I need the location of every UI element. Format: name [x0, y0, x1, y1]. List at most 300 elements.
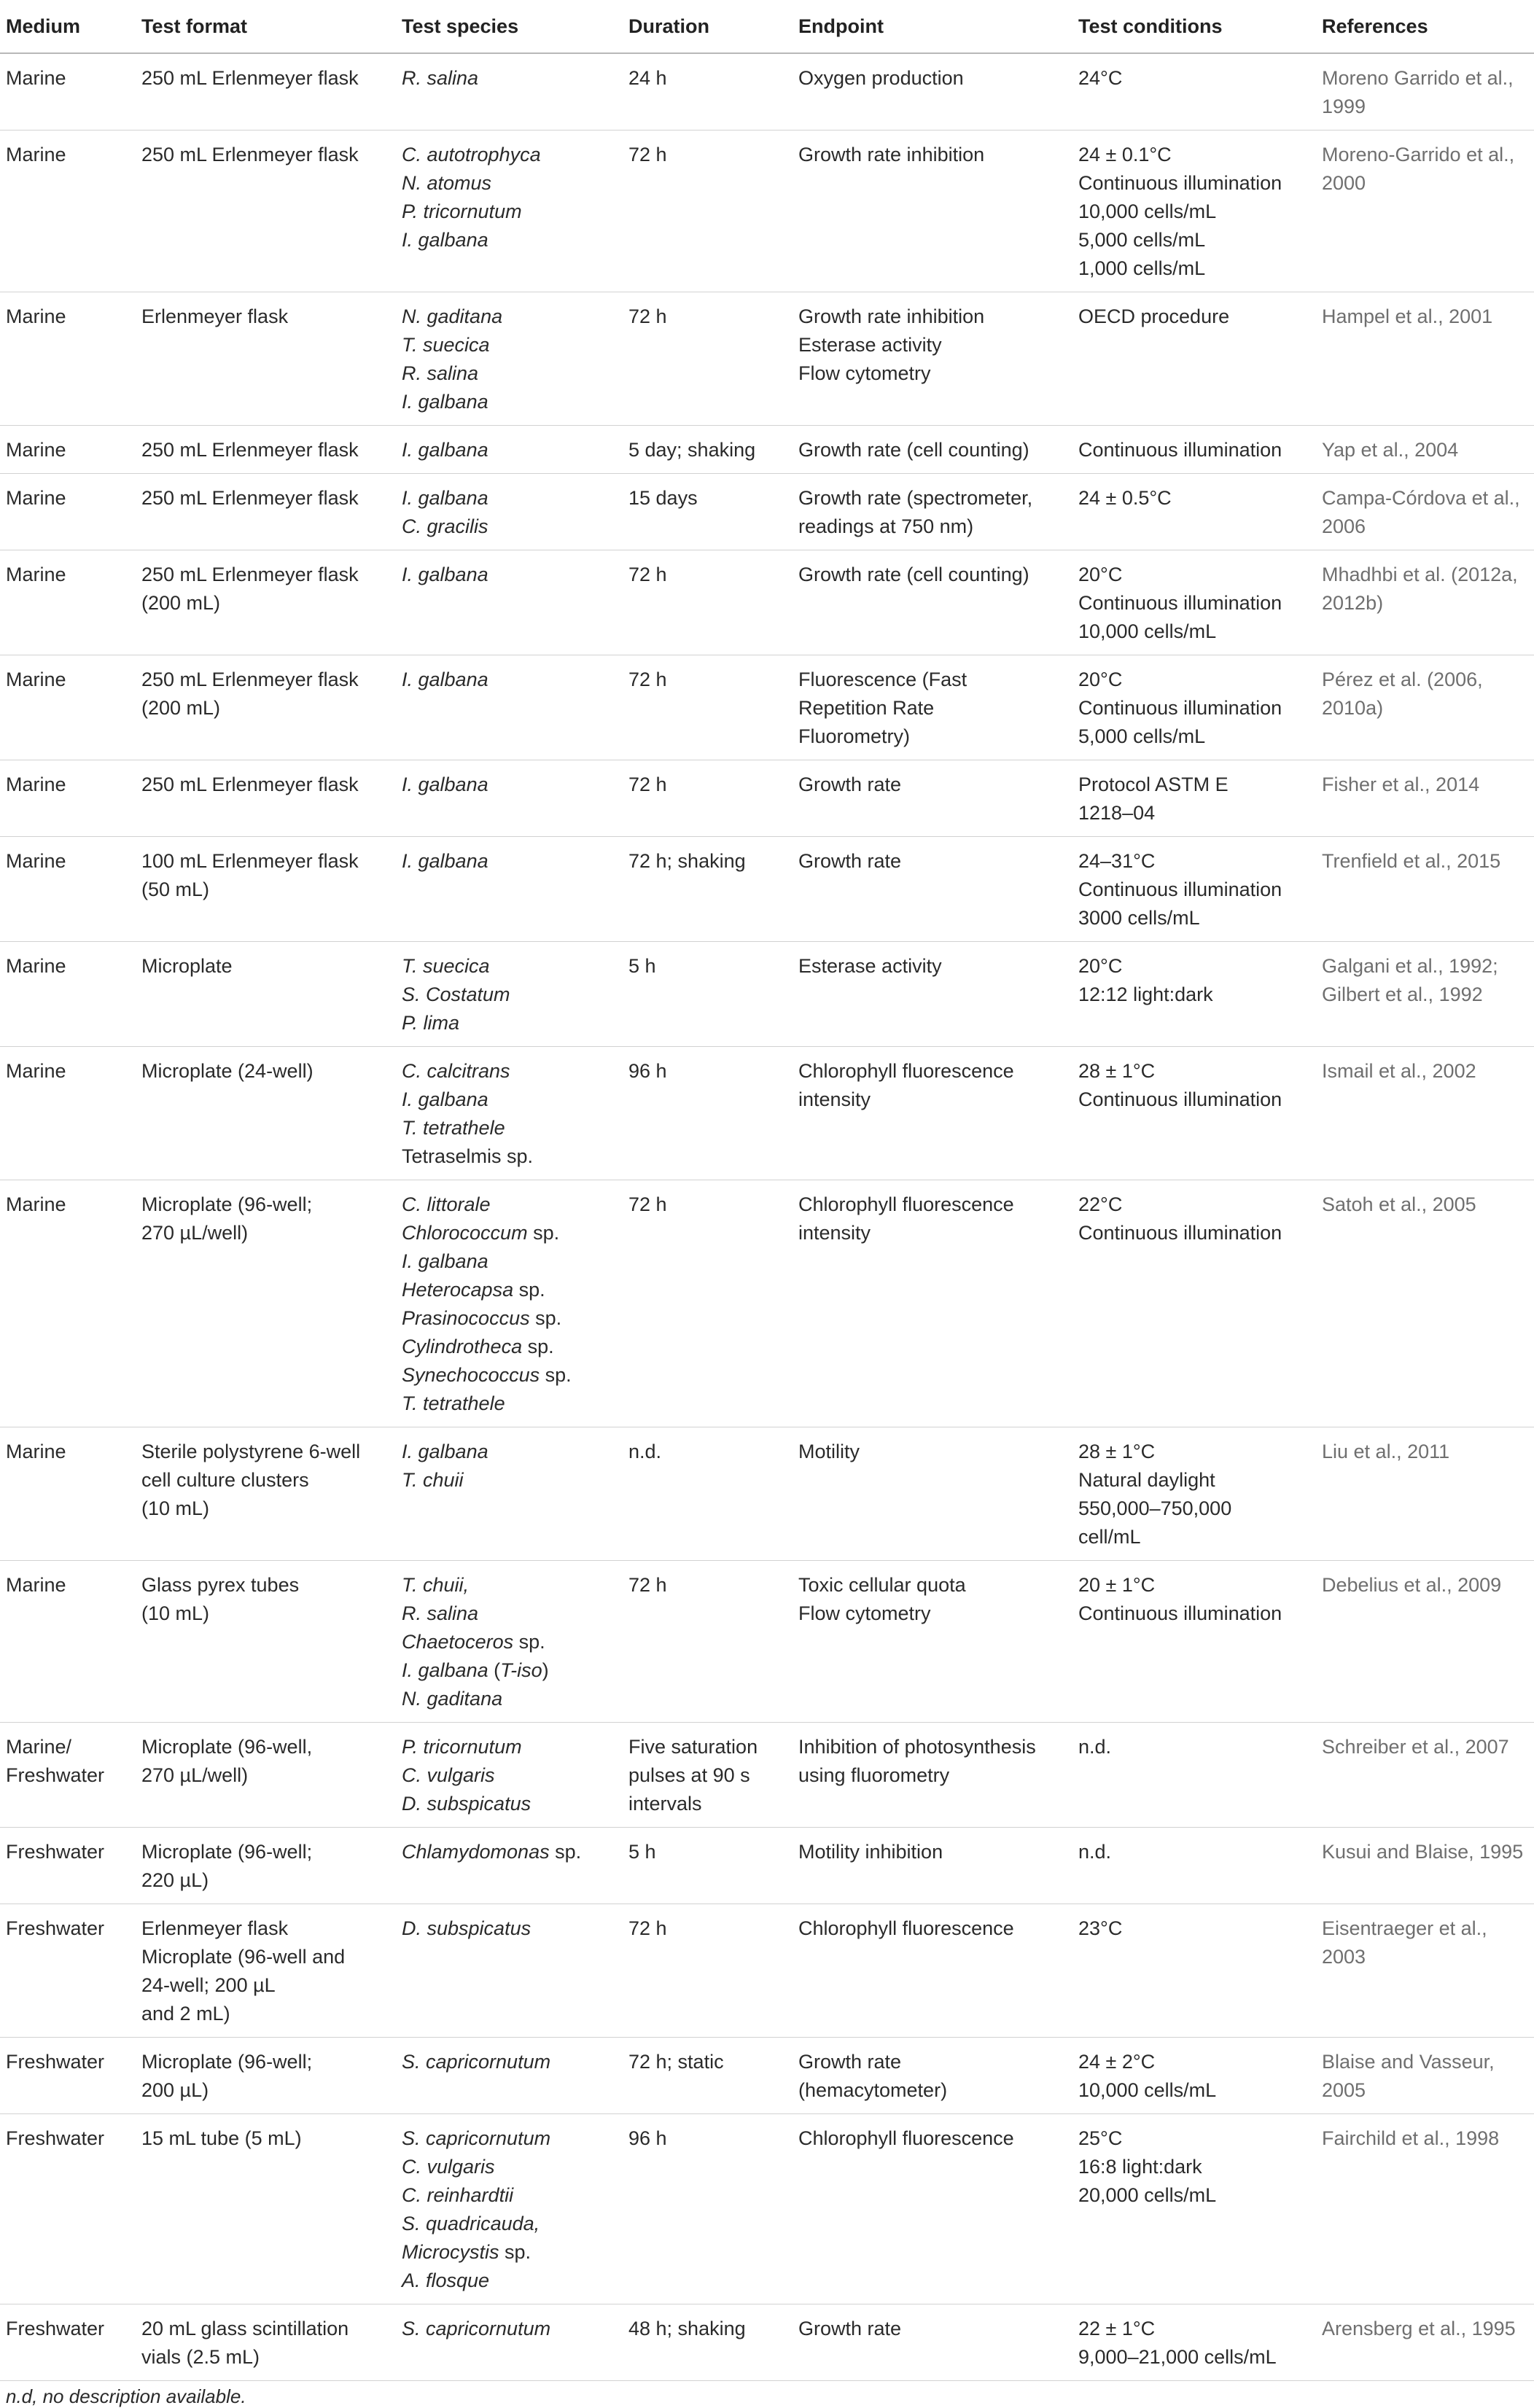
- cell-medium-line: Marine: [6, 487, 66, 509]
- cell-test-species-line: [402, 2124, 617, 2153]
- cell-test-species-line: [402, 331, 617, 359]
- cell-test-species-line: [402, 981, 617, 1009]
- cell-endpoint: [793, 942, 1072, 1047]
- cell-test-format: [136, 1047, 396, 1180]
- cell-test-species: [396, 942, 623, 1047]
- cell-test-species-line: [402, 1247, 617, 1276]
- cell-test-species-line: [402, 226, 617, 254]
- table-row: [0, 942, 1534, 1047]
- table-row: [0, 1427, 1534, 1561]
- cell-duration: [623, 2304, 793, 2381]
- cell-test-conditions-line: 10,000 cells/mL: [1078, 200, 1217, 222]
- cell-test-format-line: Sterile polystyrene 6-well: [141, 1441, 361, 1462]
- cell-endpoint-line: Chlorophyll fluorescence: [798, 2127, 1014, 2149]
- cell-references-line: 2010a): [1322, 697, 1384, 719]
- cell-duration: [623, 1723, 793, 1828]
- cell-test-species-line: [402, 2238, 617, 2267]
- cell-medium: [0, 2038, 136, 2114]
- cell-endpoint: [793, 53, 1072, 130]
- cell-test-conditions-line: Continuous illumination: [1078, 1222, 1282, 1244]
- cell-medium: [0, 1828, 136, 1904]
- table-row: [0, 760, 1534, 837]
- species-name-part: I. galbana: [402, 669, 488, 690]
- species-name-part: D. subspicatus: [402, 1917, 532, 1939]
- cell-test-species-line: [402, 1628, 617, 1656]
- cell-test-conditions-line: 24 ± 0.5°C: [1078, 487, 1172, 509]
- cell-medium-line: Marine: [6, 669, 66, 690]
- cell-endpoint-line: (hemacytometer): [798, 2079, 948, 2101]
- species-name-part: R. salina: [402, 67, 479, 89]
- cell-endpoint: [793, 1427, 1072, 1561]
- cell-duration-line: 72 h; shaking: [628, 850, 746, 872]
- cell-test-format: [136, 474, 396, 550]
- cell-endpoint: [793, 2304, 1072, 2381]
- cell-test-format-line: Erlenmeyer flask: [141, 305, 289, 327]
- cell-medium: [0, 474, 136, 550]
- cell-references: [1316, 426, 1534, 474]
- cell-endpoint-line: Growth rate (spectrometer,: [798, 487, 1033, 509]
- species-name-part: I. galbana: [402, 564, 488, 585]
- cell-test-conditions: [1072, 942, 1316, 1047]
- cell-references-line: Fisher et al., 2014: [1322, 774, 1480, 795]
- cell-test-conditions-line: Natural daylight: [1078, 1469, 1215, 1491]
- cell-duration: [623, 1047, 793, 1180]
- cell-test-conditions-line: 5,000 cells/mL: [1078, 725, 1206, 747]
- cell-endpoint: [793, 550, 1072, 655]
- cell-endpoint-line: Growth rate: [798, 2051, 902, 2073]
- cell-duration-line: 5 h: [628, 1841, 656, 1863]
- cell-duration-line: 15 days: [628, 487, 698, 509]
- cell-test-conditions: [1072, 1427, 1316, 1561]
- cell-test-species-line: [402, 1761, 617, 1790]
- cell-test-format: [136, 1723, 396, 1828]
- cell-test-format-line: Microplate (24-well): [141, 1060, 314, 1082]
- species-name-part: S. capricornutum: [402, 2318, 551, 2339]
- cell-medium-line: Marine: [6, 564, 66, 585]
- cell-test-species: [396, 130, 623, 292]
- cell-test-species-line: [402, 2153, 617, 2181]
- cell-references: [1316, 655, 1534, 760]
- cell-medium-line: Marine: [6, 774, 66, 795]
- cell-references-line: Campa-Córdova et al.,: [1322, 487, 1520, 509]
- cell-duration: [623, 550, 793, 655]
- species-name-part: C. littorale: [402, 1193, 491, 1215]
- cell-test-format: [136, 1904, 396, 2038]
- table-row: [0, 130, 1534, 292]
- cell-test-species-line: [402, 1838, 617, 1866]
- cell-references-line: Fairchild et al., 1998: [1322, 2127, 1500, 2149]
- cell-test-conditions-line: 24 ± 0.1°C: [1078, 144, 1172, 165]
- cell-test-conditions-line: Continuous illumination: [1078, 697, 1282, 719]
- species-name-part: C. vulgaris: [402, 2156, 495, 2178]
- cell-test-conditions-line: 1218–04: [1078, 802, 1156, 824]
- cell-duration-line: 72 h: [628, 144, 667, 165]
- cell-endpoint: [793, 1904, 1072, 2038]
- cell-medium-line: Marine: [6, 1060, 66, 1082]
- cell-test-species: [396, 655, 623, 760]
- cell-test-conditions: [1072, 1561, 1316, 1723]
- cell-test-format-line: Microplate (96-well;: [141, 1841, 313, 1863]
- cell-test-species: [396, 1180, 623, 1427]
- cell-test-species: [396, 1828, 623, 1904]
- cell-test-conditions: [1072, 837, 1316, 942]
- cell-references-line: Debelius et al., 2009: [1322, 1574, 1502, 1596]
- cell-test-species-line: [402, 1790, 617, 1818]
- cell-medium-line: Marine: [6, 1441, 66, 1462]
- species-name-part: sp.: [513, 1631, 545, 1653]
- species-name-part: T. tetrathele: [402, 1392, 505, 1414]
- species-name-part: I. galbana: [402, 1659, 488, 1681]
- species-name-part: P. tricornutum: [402, 200, 522, 222]
- species-name-part: S. capricornutum: [402, 2051, 551, 2073]
- species-name-part: S. Costatum: [402, 983, 510, 1005]
- cell-test-conditions-line: 3000 cells/mL: [1078, 907, 1200, 929]
- cell-test-conditions-line: n.d.: [1078, 1841, 1112, 1863]
- cell-references: [1316, 1904, 1534, 2038]
- table-row: [0, 655, 1534, 760]
- cell-test-format-line: Microplate: [141, 955, 233, 977]
- cell-test-conditions-line: 10,000 cells/mL: [1078, 2079, 1217, 2101]
- cell-test-species-line: [402, 2210, 617, 2238]
- species-name-part: sp.: [522, 1336, 554, 1357]
- species-name-part: C. gracilis: [402, 515, 488, 537]
- cell-test-conditions-line: 20°C: [1078, 669, 1123, 690]
- cell-medium: [0, 426, 136, 474]
- cell-test-conditions: [1072, 550, 1316, 655]
- species-name-part: T. chuii,: [402, 1574, 470, 1596]
- cell-test-conditions-line: 5,000 cells/mL: [1078, 229, 1206, 251]
- cell-test-format: [136, 942, 396, 1047]
- cell-test-format-line: 250 mL Erlenmeyer flask: [141, 144, 359, 165]
- cell-test-species-line: [402, 1390, 617, 1418]
- column-header-test-format: Test format: [136, 0, 396, 53]
- cell-test-format-line: (10 mL): [141, 1602, 210, 1624]
- cell-test-conditions-line: 9,000–21,000 cells/mL: [1078, 2346, 1277, 2368]
- cell-test-format-line: 100 mL Erlenmeyer flask: [141, 850, 359, 872]
- cell-test-conditions-line: Continuous illumination: [1078, 878, 1282, 900]
- species-name-part: T. suecica: [402, 955, 490, 977]
- cell-references-line: 2000: [1322, 172, 1366, 194]
- cell-test-species-line: [402, 513, 617, 541]
- cell-test-format-line: Microplate (96-well;: [141, 1193, 313, 1215]
- cell-test-species-line: [402, 1656, 617, 1685]
- species-name-part: sp.: [527, 1222, 560, 1244]
- cell-test-species: [396, 2038, 623, 2114]
- cell-test-species-line: [402, 1057, 617, 1086]
- table-row: [0, 426, 1534, 474]
- cell-test-conditions-line: 24°C: [1078, 67, 1123, 89]
- species-name-part: I. galbana: [402, 1250, 488, 1272]
- cell-duration: [623, 760, 793, 837]
- cell-endpoint: [793, 655, 1072, 760]
- cell-duration: [623, 426, 793, 474]
- column-header-duration: Duration: [623, 0, 793, 53]
- cell-duration-line: 72 h: [628, 669, 667, 690]
- cell-test-conditions-line: 10,000 cells/mL: [1078, 620, 1217, 642]
- cell-test-species: [396, 292, 623, 426]
- cell-references: [1316, 550, 1534, 655]
- species-name-part: I. galbana: [402, 850, 488, 872]
- cell-references-line: Galgani et al., 1992;: [1322, 955, 1498, 977]
- cell-test-conditions: [1072, 2114, 1316, 2304]
- cell-duration-line: 72 h: [628, 774, 667, 795]
- cell-medium: [0, 292, 136, 426]
- species-name-part: T-iso: [500, 1659, 542, 1681]
- cell-test-format: [136, 550, 396, 655]
- cell-references-line: 1999: [1322, 96, 1366, 117]
- cell-test-conditions: [1072, 474, 1316, 550]
- species-name-part: S. quadricauda,: [402, 2213, 540, 2234]
- cell-references-line: Ismail et al., 2002: [1322, 1060, 1476, 1082]
- cell-test-species-line: [402, 1733, 617, 1761]
- species-name-part: I. galbana: [402, 487, 488, 509]
- cell-test-species-line: [402, 1438, 617, 1466]
- species-name-part: S. capricornutum: [402, 2127, 551, 2149]
- cell-test-format-line: 250 mL Erlenmeyer flask: [141, 439, 359, 461]
- cell-medium-line: Freshwater: [6, 1841, 105, 1863]
- cell-test-format-line: Microplate (96-well,: [141, 1736, 313, 1758]
- species-name-part: N. gaditana: [402, 1688, 503, 1710]
- table-row: [0, 2304, 1534, 2381]
- cell-test-conditions: [1072, 760, 1316, 837]
- cell-test-species-line: [402, 1571, 617, 1600]
- cell-test-species-line: [402, 436, 617, 464]
- table-row: [0, 474, 1534, 550]
- cell-references: [1316, 2304, 1534, 2381]
- cell-test-format: [136, 2038, 396, 2114]
- species-name-part: T. chuii: [402, 1469, 464, 1491]
- cell-references-line: 2003: [1322, 1946, 1366, 1968]
- cell-test-species-line: [402, 2048, 617, 2076]
- cell-test-conditions-line: 24–31°C: [1078, 850, 1156, 872]
- cell-medium: [0, 130, 136, 292]
- species-name-part: Cylindrotheca: [402, 1336, 523, 1357]
- table-row: [0, 1723, 1534, 1828]
- cell-test-conditions-line: Continuous illumination: [1078, 592, 1282, 614]
- species-name-part: D. subspicatus: [402, 1793, 532, 1815]
- table-body: [0, 53, 1534, 2381]
- cell-references-line: Mhadhbi et al. (2012a,: [1322, 564, 1518, 585]
- cell-duration: [623, 2038, 793, 2114]
- cell-test-species-line: [402, 359, 617, 388]
- cell-test-species-line: [402, 561, 617, 589]
- cell-test-species: [396, 53, 623, 130]
- cell-test-species-line: [402, 952, 617, 981]
- cell-endpoint: [793, 1828, 1072, 1904]
- species-name-part: T. tetrathele: [402, 1117, 505, 1139]
- cell-medium: [0, 53, 136, 130]
- species-name-part: Prasinococcus: [402, 1307, 530, 1329]
- cell-test-conditions-line: 12:12 light:dark: [1078, 983, 1213, 1005]
- cell-test-species: [396, 1904, 623, 2038]
- table-row: [0, 292, 1534, 426]
- cell-duration-line: 96 h: [628, 1060, 667, 1082]
- species-name-part: sp.: [540, 1364, 572, 1386]
- cell-test-species: [396, 550, 623, 655]
- cell-medium: [0, 2114, 136, 2304]
- cell-test-conditions: [1072, 130, 1316, 292]
- species-name-part: sp.: [499, 2241, 532, 2263]
- cell-test-conditions-line: 28 ± 1°C: [1078, 1060, 1156, 1082]
- cell-test-species: [396, 1427, 623, 1561]
- cell-test-format-line: 200 µL): [141, 2079, 209, 2101]
- cell-duration: [623, 1561, 793, 1723]
- table-row: [0, 53, 1534, 130]
- cell-medium: [0, 837, 136, 942]
- table-row: [0, 1904, 1534, 2038]
- cell-medium: [0, 1561, 136, 1723]
- cell-medium-line: Freshwater: [6, 1917, 105, 1939]
- cell-test-species-line: [402, 1114, 617, 1142]
- cell-endpoint-line: Chlorophyll fluorescence: [798, 1193, 1014, 1215]
- species-name-part: Chlamydomonas: [402, 1841, 550, 1863]
- cell-references: [1316, 130, 1534, 292]
- cell-duration-line: 72 h: [628, 1193, 667, 1215]
- cell-test-conditions: [1072, 1904, 1316, 2038]
- cell-test-format-line: 220 µL): [141, 1869, 209, 1891]
- cell-test-conditions: [1072, 1180, 1316, 1427]
- cell-test-species: [396, 1047, 623, 1180]
- cell-test-species-line: [402, 1191, 617, 1219]
- cell-endpoint: [793, 1180, 1072, 1427]
- species-name-part: T. suecica: [402, 334, 490, 356]
- cell-test-format-line: Glass pyrex tubes: [141, 1574, 300, 1596]
- cell-endpoint-line: Motility: [798, 1441, 860, 1462]
- cell-endpoint-line: Fluorometry): [798, 725, 911, 747]
- cell-test-conditions-line: Continuous illumination: [1078, 1088, 1282, 1110]
- table-row: [0, 2038, 1534, 2114]
- cell-test-species-line: [402, 1009, 617, 1037]
- cell-test-conditions: [1072, 655, 1316, 760]
- cell-test-format-line: 270 µL/well): [141, 1764, 249, 1786]
- cell-medium-line: Freshwater: [6, 2318, 105, 2339]
- column-header-test-conditions: Test conditions: [1072, 0, 1316, 53]
- cell-test-conditions-line: cell/mL: [1078, 1526, 1141, 1548]
- cell-test-conditions-line: Continuous illumination: [1078, 439, 1282, 461]
- cell-test-format-line: (50 mL): [141, 878, 210, 900]
- species-name-part: Heterocapsa: [402, 1279, 514, 1301]
- cell-endpoint-line: using fluorometry: [798, 1764, 950, 1786]
- cell-duration-line: 96 h: [628, 2127, 667, 2149]
- cell-test-species-line: [402, 1276, 617, 1304]
- cell-endpoint-line: Growth rate: [798, 850, 902, 872]
- cell-duration-line: 72 h: [628, 1574, 667, 1596]
- cell-test-format: [136, 1828, 396, 1904]
- table-row: [0, 1561, 1534, 1723]
- cell-test-format-line: 24-well; 200 µL: [141, 1974, 276, 1996]
- cell-references: [1316, 2038, 1534, 2114]
- cell-duration-line: 72 h: [628, 305, 667, 327]
- cell-test-species-line: [402, 1685, 617, 1713]
- species-name-part: I. galbana: [402, 439, 488, 461]
- cell-medium-line: Marine: [6, 144, 66, 165]
- cell-references: [1316, 1047, 1534, 1180]
- species-name-part: Chaetoceros: [402, 1631, 514, 1653]
- species-name-part: Microcystis: [402, 2241, 499, 2263]
- cell-medium: [0, 655, 136, 760]
- cell-references-line: Eisentraeger et al.,: [1322, 1917, 1487, 1939]
- cell-test-species-line: [402, 1142, 617, 1171]
- column-header-test-species: Test species: [396, 0, 623, 53]
- cell-test-format-line: 15 mL tube (5 mL): [141, 2127, 302, 2149]
- cell-test-format: [136, 1561, 396, 1723]
- cell-test-species-line: [402, 198, 617, 226]
- cell-endpoint-line: intensity: [798, 1222, 871, 1244]
- cell-endpoint-line: Growth rate inhibition: [798, 144, 985, 165]
- cell-test-species: [396, 1723, 623, 1828]
- cell-test-conditions-line: 22 ± 1°C: [1078, 2318, 1156, 2339]
- column-header-references: References: [1316, 0, 1534, 53]
- cell-duration-line: intervals: [628, 1793, 702, 1815]
- cell-test-conditions-line: 22°C: [1078, 1193, 1123, 1215]
- cell-endpoint-line: Inhibition of photosynthesis: [798, 1736, 1036, 1758]
- cell-test-species-line: [402, 2315, 617, 2343]
- cell-test-format-line: Microplate (96-well;: [141, 2051, 313, 2073]
- cell-test-conditions-line: 20,000 cells/mL: [1078, 2184, 1217, 2206]
- cell-references: [1316, 1561, 1534, 1723]
- cell-test-conditions-line: 20 ± 1°C: [1078, 1574, 1156, 1596]
- cell-test-species-line: [402, 847, 617, 876]
- cell-test-format: [136, 760, 396, 837]
- cell-endpoint-line: Growth rate: [798, 2318, 902, 2339]
- cell-test-format-line: 250 mL Erlenmeyer flask: [141, 669, 359, 690]
- cell-endpoint: [793, 1723, 1072, 1828]
- cell-duration-line: 72 h: [628, 1917, 667, 1939]
- cell-test-format-line: 270 µL/well): [141, 1222, 249, 1244]
- cell-test-format-line: vials (2.5 mL): [141, 2346, 260, 2368]
- cell-test-format-line: 250 mL Erlenmeyer flask: [141, 774, 359, 795]
- species-name-part: N. gaditana: [402, 305, 503, 327]
- cell-endpoint-line: Esterase activity: [798, 334, 942, 356]
- cell-medium: [0, 1180, 136, 1427]
- cell-test-species: [396, 426, 623, 474]
- table-row: [0, 550, 1534, 655]
- species-name-part: I. galbana: [402, 1441, 488, 1462]
- cell-test-conditions-line: Continuous illumination: [1078, 172, 1282, 194]
- cell-test-conditions: [1072, 1828, 1316, 1904]
- cell-test-format: [136, 1427, 396, 1561]
- cell-test-format: [136, 426, 396, 474]
- species-name-part: I. galbana: [402, 774, 488, 795]
- cell-references-line: Trenfield et al., 2015: [1322, 850, 1501, 872]
- cell-test-format: [136, 292, 396, 426]
- cell-endpoint: [793, 130, 1072, 292]
- species-name-part: sp.: [549, 1841, 582, 1863]
- cell-endpoint-line: Fluorescence (Fast: [798, 669, 967, 690]
- cell-test-format-line: (200 mL): [141, 592, 221, 614]
- cell-references: [1316, 1427, 1534, 1561]
- cell-references-line: Schreiber et al., 2007: [1322, 1736, 1509, 1758]
- cell-duration-line: 48 h; shaking: [628, 2318, 746, 2339]
- species-name-part: Tetraselmis sp.: [402, 1145, 534, 1167]
- cell-test-format-line: Erlenmeyer flask: [141, 1917, 289, 1939]
- cell-duration: [623, 1180, 793, 1427]
- cell-duration: [623, 2114, 793, 2304]
- cell-test-species-line: [402, 1361, 617, 1390]
- species-name-part: Synechococcus: [402, 1364, 540, 1386]
- cell-endpoint-line: Flow cytometry: [798, 362, 931, 384]
- cell-test-conditions-line: 24 ± 2°C: [1078, 2051, 1156, 2073]
- column-header-medium: Medium: [0, 0, 136, 53]
- cell-test-species-line: [402, 1086, 617, 1114]
- cell-references: [1316, 837, 1534, 942]
- table-footnote: n.d, no description available.: [6, 2385, 246, 2407]
- cell-test-conditions: [1072, 53, 1316, 130]
- cell-endpoint: [793, 2038, 1072, 2114]
- table-row: [0, 1180, 1534, 1427]
- cell-test-species: [396, 474, 623, 550]
- cell-test-format: [136, 130, 396, 292]
